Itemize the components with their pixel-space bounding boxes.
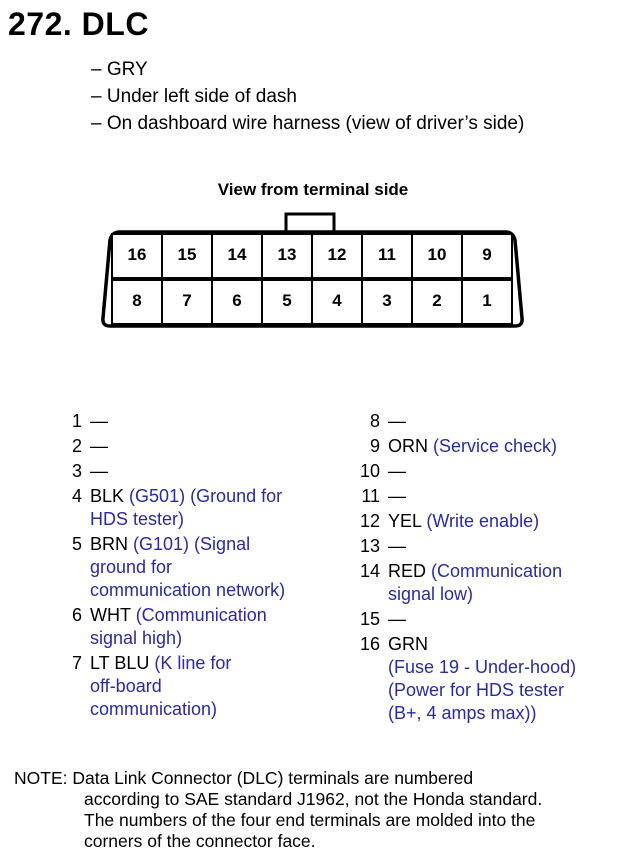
pin-number: 7 xyxy=(182,291,192,310)
terminal-number: 15 xyxy=(359,609,380,629)
pin-number: 6 xyxy=(232,291,242,310)
terminal-description: signal low) xyxy=(388,584,474,604)
wire-color: GRN xyxy=(388,634,428,654)
terminal-entry xyxy=(358,560,618,606)
terminal-entry xyxy=(358,460,618,483)
terminal-entry xyxy=(358,410,618,433)
terminal-description: (B+, 4 amps max)) xyxy=(388,703,537,723)
info-location: – Under left side of dash xyxy=(91,86,297,107)
wire-color: — xyxy=(90,411,108,431)
terminal-list-right xyxy=(358,410,618,727)
pin-number: 14 xyxy=(227,245,247,264)
terminal-number: 3 xyxy=(71,461,82,481)
terminal-description: (Write enable) xyxy=(426,511,540,531)
info-harness: – On dashboard wire harness (view of driver’s side) xyxy=(91,113,525,134)
wire-color: — xyxy=(388,486,406,506)
pin-number: 13 xyxy=(277,245,297,264)
terminal-description: off-board xyxy=(90,676,162,696)
terminal-number: 12 xyxy=(359,511,380,531)
terminal-list-left xyxy=(68,410,338,723)
page-title: 272. DLC xyxy=(8,6,149,42)
terminal-entry xyxy=(358,485,618,508)
terminal-number: 9 xyxy=(369,436,380,456)
terminal-description: (Service check) xyxy=(433,436,558,456)
terminal-number: 10 xyxy=(359,461,380,481)
wire-color: — xyxy=(388,609,406,629)
note-line: The numbers of the four end terminals are molded into the xyxy=(84,810,536,830)
terminal-number: 4 xyxy=(71,486,82,506)
pin-number: 11 xyxy=(378,245,396,264)
pin-number: 10 xyxy=(427,245,447,264)
terminal-entry xyxy=(68,435,338,458)
note xyxy=(14,768,614,852)
terminal-description: (Fuse 19 - Under-hood) xyxy=(388,657,577,677)
terminal-number: 13 xyxy=(359,536,380,556)
pin-number: 3 xyxy=(382,291,392,310)
terminal-number: 5 xyxy=(71,534,82,554)
connector-diagram xyxy=(0,0,622,340)
wire-color: BLK xyxy=(90,486,125,506)
pin-number: 9 xyxy=(482,245,492,264)
wire-color: RED xyxy=(388,561,427,581)
pin-number: 1 xyxy=(482,291,492,310)
terminal-description: (K line for xyxy=(154,653,232,673)
terminal-description: (G101) (Signal xyxy=(133,534,251,554)
wire-color: LT BLU xyxy=(90,653,150,673)
terminal-entry xyxy=(358,633,618,725)
pin-number: 4 xyxy=(332,291,342,310)
terminal-entry xyxy=(358,510,618,533)
wire-color: — xyxy=(388,536,406,556)
pin-number: 12 xyxy=(327,245,347,264)
terminal-number: 2 xyxy=(71,436,82,456)
terminal-number: 16 xyxy=(359,634,380,654)
wire-color: WHT xyxy=(90,605,131,625)
terminal-description: HDS tester) xyxy=(90,509,185,529)
terminal-number: 7 xyxy=(71,653,82,673)
pin-number: 5 xyxy=(282,291,292,310)
terminal-description: (G501) (Ground for xyxy=(129,486,283,506)
terminal-entry xyxy=(68,533,338,602)
note-line: NOTE: Data Link Connector (DLC) terminals are numbered xyxy=(14,768,474,788)
terminal-description: communication network) xyxy=(90,580,286,600)
terminal-description: ground for xyxy=(90,557,173,577)
terminal-description: communication) xyxy=(90,699,218,719)
note-line: corners of the connector face. xyxy=(84,831,316,851)
note-line: according to SAE standard J1962, not the Honda standard. xyxy=(84,789,543,809)
terminal-number: 14 xyxy=(359,561,380,581)
terminal-description: signal high) xyxy=(90,628,183,648)
pin-number: 15 xyxy=(177,245,197,264)
pin-number: 8 xyxy=(132,291,142,310)
wire-color: — xyxy=(90,461,108,481)
terminal-number: 11 xyxy=(361,486,380,506)
terminal-entry xyxy=(358,535,618,558)
wire-color: — xyxy=(388,411,406,431)
connector-key-tab xyxy=(286,214,334,232)
pin-number: 16 xyxy=(127,245,147,264)
wire-color: BRN xyxy=(90,534,129,554)
terminal-number: 8 xyxy=(369,411,380,431)
terminal-entry xyxy=(68,460,338,483)
wire-color: YEL xyxy=(388,511,422,531)
wire-color: — xyxy=(388,461,406,481)
wire-color: ORN xyxy=(388,436,428,456)
pin-number: 2 xyxy=(432,291,442,310)
terminal-entry xyxy=(68,410,338,433)
terminal-description: (Power for HDS tester xyxy=(388,680,565,700)
terminal-description: (Communication xyxy=(431,561,563,581)
terminal-description: (Communication xyxy=(135,605,267,625)
terminal-number: 1 xyxy=(71,411,82,431)
terminal-entry xyxy=(68,604,338,650)
wire-color: — xyxy=(90,436,108,456)
terminal-entry xyxy=(358,608,618,631)
terminal-number: 6 xyxy=(71,605,82,625)
terminal-entry xyxy=(68,485,338,531)
terminal-entry xyxy=(68,652,338,721)
view-label: View from terminal side xyxy=(217,180,409,199)
info-color: – GRY xyxy=(91,59,148,80)
terminal-entry xyxy=(358,435,618,458)
